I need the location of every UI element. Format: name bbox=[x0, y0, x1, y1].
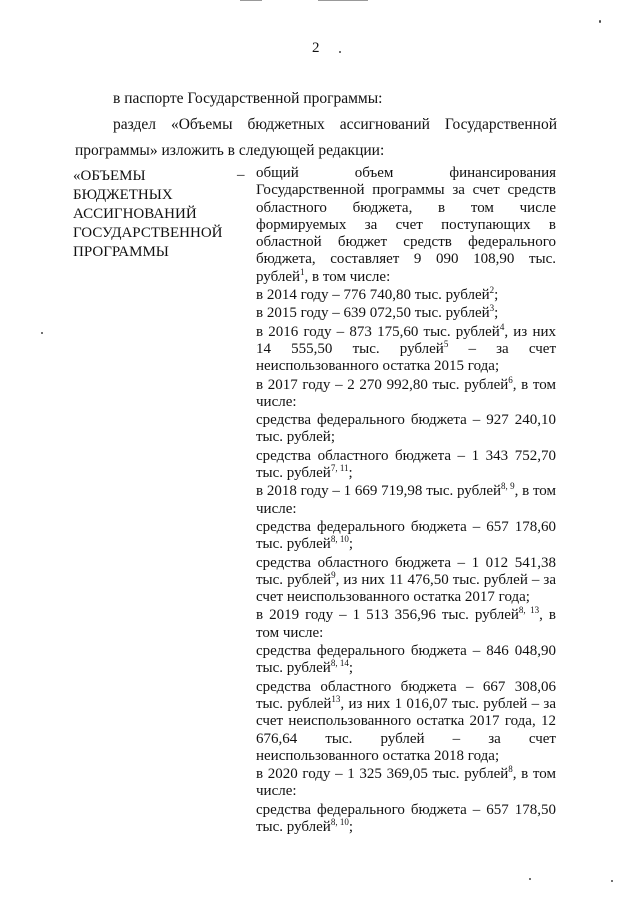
paragraph-text: средства федерального бюджета – 657 178,60 тыс. рублей bbox=[256, 518, 556, 553]
paragraph bbox=[256, 802, 556, 837]
intro-line-2: раздел «Объемы бюджетных ассигнований Государственной bbox=[113, 116, 557, 133]
footnote-ref: 4 bbox=[499, 321, 505, 332]
intro-line-1: в паспорте Государственной программы: bbox=[113, 90, 383, 107]
footnote-ref: 8, 10 bbox=[330, 816, 349, 827]
footnote-ref: 5 bbox=[443, 338, 449, 349]
page-number: 2 bbox=[312, 40, 320, 56]
paragraph bbox=[256, 519, 556, 554]
paragraph bbox=[256, 607, 556, 642]
paragraph-text: средства федерального бюджета – 846 048,90 тыс. рублей bbox=[256, 643, 556, 677]
paragraph-text: в 2016 году – 873 175,60 тыс. рублей bbox=[256, 323, 500, 340]
footnote-ref: 8, 13 bbox=[518, 605, 540, 616]
footnote-ref: 8 bbox=[508, 764, 513, 775]
footnote-ref: 8, 14 bbox=[330, 658, 349, 669]
paragraph-text: в 2015 году – 639 072,50 тыс. рублей bbox=[256, 305, 490, 322]
paragraph bbox=[256, 643, 556, 678]
paragraph bbox=[256, 679, 556, 765]
scan-speck bbox=[339, 51, 341, 53]
paragraph bbox=[256, 305, 556, 322]
paragraph-text: средства областного бюджета – 667 308,06 тыс. рублей bbox=[256, 678, 556, 712]
footnote-ref: 1 bbox=[300, 266, 305, 277]
paragraph-tail: – за счет неиспользованного остатка 2015 года; bbox=[256, 340, 556, 375]
footnote-ref: 3 bbox=[489, 303, 495, 314]
paragraph-tail: , в том числе: bbox=[304, 268, 391, 285]
paragraph bbox=[256, 555, 556, 607]
scan-speck bbox=[611, 880, 613, 882]
paragraph-tail: ; bbox=[348, 536, 353, 553]
paragraph bbox=[256, 412, 556, 447]
paragraph-tail: , из них 1 016,07 тыс. рублей – за счет неиспользованного остатка 2017 года, 12 676,64 тыс. рублей – за счет неиспользованного остатка 2018 года; bbox=[256, 695, 556, 764]
paragraph bbox=[256, 448, 556, 483]
footnote-ref: 9 bbox=[331, 569, 336, 580]
paragraph-tail: , в том числе: bbox=[256, 607, 557, 641]
heading-dash: – bbox=[237, 167, 245, 183]
paragraph bbox=[256, 165, 556, 286]
paragraph-text: общий объем финансирования Государственной программы за счет средств областного бюджета, в том числе формируемых за счет поступающих в областной бюджет средств федерального бюджета, составляет 9 090 108,90 тыс. рублей bbox=[256, 165, 556, 285]
footnote-ref: 6 bbox=[508, 374, 513, 385]
paragraph-tail: , в том числе: bbox=[256, 376, 556, 410]
paragraph bbox=[256, 766, 556, 801]
paragraph-tail: ; bbox=[348, 660, 353, 677]
paragraph-tail: ; bbox=[348, 465, 353, 482]
paragraph-text: средства областного бюджета – 1 343 752,70 тыс. рублей bbox=[256, 447, 556, 482]
paragraph-text: в 2018 году – 1 669 719,98 тыс. рублей bbox=[256, 483, 502, 500]
scan-speck bbox=[41, 332, 43, 334]
paragraph bbox=[256, 287, 556, 304]
paragraph-text: в 2019 году – 1 513 356,96 тыс. рублей bbox=[256, 607, 519, 624]
footnote-ref: 2 bbox=[489, 285, 495, 296]
paragraph-text: средства федерального бюджета – 657 178,50 тыс. рублей bbox=[256, 801, 556, 835]
paragraph-tail: ; bbox=[494, 287, 499, 304]
paragraph-tail: ; bbox=[348, 818, 353, 835]
paragraph-text: в 2020 году – 1 325 369,05 тыс. рублей bbox=[256, 766, 509, 783]
paragraph bbox=[256, 321, 556, 376]
paragraph-text: в 2014 году – 776 740,80 тыс. рублей bbox=[256, 287, 490, 304]
paragraph bbox=[256, 483, 556, 518]
scan-speck bbox=[599, 20, 601, 23]
paragraph-tail: ; bbox=[494, 305, 499, 322]
paragraph-tail: , в том числе: bbox=[256, 766, 556, 800]
footnote-ref: 8, 9 bbox=[501, 481, 515, 492]
intro-line-3: программы» изложить в следующей редакции: bbox=[75, 142, 385, 159]
paragraph-text: средства федерального бюджета – 927 240,10 тыс. рублей; bbox=[256, 412, 556, 446]
funding-text bbox=[256, 165, 556, 837]
footnote-ref: 13 bbox=[331, 693, 341, 704]
scan-edge-mark bbox=[318, 0, 368, 1]
paragraph-text: средства областного бюджета – 1 012 541,38 тыс. рублей bbox=[256, 554, 556, 588]
scan-speck bbox=[529, 878, 531, 880]
paragraph bbox=[256, 374, 556, 412]
paragraph-text: в 2017 году – 2 270 992,80 тыс. рублей bbox=[256, 376, 509, 393]
footnote-ref: 8, 10 bbox=[330, 534, 349, 545]
scan-edge-mark bbox=[240, 0, 262, 1]
paragraph-tail: , в том числе: bbox=[256, 483, 557, 517]
section-heading: «ОБЪЕМЫ БЮДЖЕТНЫХ АССИГНОВАНИЙ ГОСУДАРСТВЕННОЙ ПРОГРАММЫ bbox=[73, 168, 223, 260]
paragraph-tail: , из них 14 555,50 тыс. рублей bbox=[256, 323, 556, 357]
footnote-ref: 7, 11 bbox=[330, 463, 349, 474]
paragraph-tail: , из них 11 476,50 тыс. рублей – за счет неиспользованного остатка 2017 года; bbox=[256, 571, 556, 606]
